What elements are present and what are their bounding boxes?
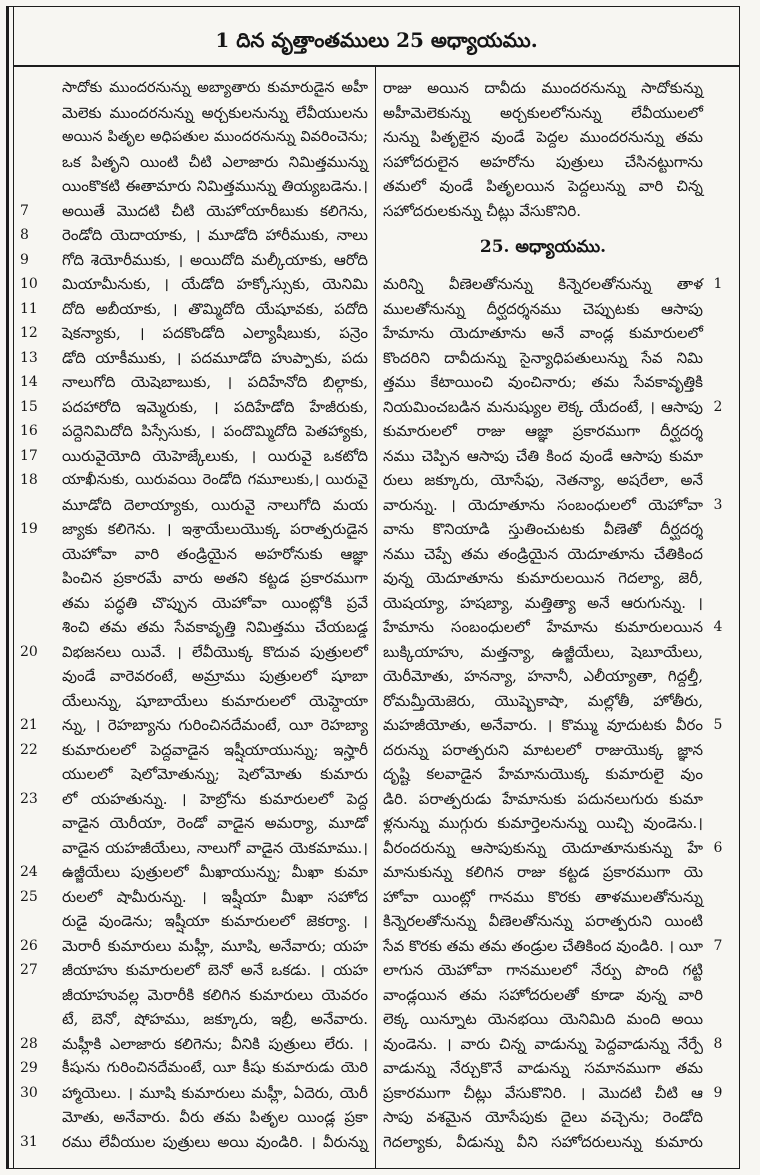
text-line <box>16 223 372 248</box>
text-line <box>16 1130 372 1155</box>
text-line <box>16 101 372 126</box>
line-text: వీరందరున్ను ఆసాపుకున్ను యెదూతూనుకున్ను హే <box>383 838 703 857</box>
line-text: రులు జక్కూరు, యోసేఫు, నెతన్యా, అషరేలా, అనే <box>383 471 703 489</box>
verse-number: 17 <box>20 447 38 464</box>
verse-number: 28 <box>20 1035 38 1052</box>
verse-number: 18 <box>20 472 38 488</box>
page-title: 1 దిన వృత్తాంతములు 25 అధ్యాయము. <box>215 28 538 52</box>
text-line <box>16 125 372 150</box>
text-line <box>381 297 735 322</box>
text-line <box>381 542 735 567</box>
line-text: త్తము కేటాయించి వుంచినారు; తమ సేవకావృత్తికి <box>383 373 703 391</box>
line-text: ములతోనున్ను దీర్ఘదర్శనము చెప్పుటకు ఆసాపు <box>383 299 703 318</box>
text-line <box>16 615 372 640</box>
text-line <box>16 419 372 444</box>
line-text: రులలో షామీరున్ను. । ఇష్షీయా మీఖా సహోద <box>62 887 368 906</box>
line-text: రోమమ్తీయెజెరు, యొష్బెకాషా, మల్లోతీ, హోతీరు, <box>383 691 703 710</box>
line-text: నాలుగోది యెషెబాబుకు, । పదిహేనోది బిల్గాకు, <box>62 373 368 391</box>
verse-number: 12 <box>20 325 38 341</box>
verse-number: 4 <box>713 619 723 635</box>
verse-number: 10 <box>20 276 38 292</box>
line-text: లెక్క యిన్నూట యెనభయి యెనిమిది మంది అయి <box>383 1010 703 1028</box>
line-text: రము లేవీయుల పుత్రులు అయి వుండిరి. । వీరున్ను <box>62 1132 368 1151</box>
verse-number: 15 <box>20 398 38 415</box>
text-line <box>381 811 735 836</box>
line-text: లో యహతున్ను. । హెబ్రోను కుమారులలో పెద్ద <box>62 789 368 808</box>
verse-number: 3 <box>713 496 723 513</box>
line-text: ఒక పితృని యింటి చీటి ఎలాజారు నిమిత్తమున్ను <box>62 152 368 171</box>
verse-number: 24 <box>20 864 38 880</box>
text-line <box>381 468 735 493</box>
text-line <box>381 272 735 297</box>
text-line <box>16 836 372 861</box>
verse-number: 20 <box>20 643 38 660</box>
text-line <box>16 76 372 101</box>
verse-number: 27 <box>20 962 38 978</box>
line-text: తమ పద్ధతి చొప్పున యెహోవా యింట్లోకి ప్రవే <box>62 593 368 612</box>
line-text: నము చెప్పిన ఆసాపు చేతి కింద వుండే ఆసాపు కుమా <box>383 446 703 465</box>
verse-number: 7 <box>20 202 29 219</box>
text-line <box>16 787 372 812</box>
line-text: దోది అబీయాకు, । తొమ్మిదోది యేషూవకు, పదోది <box>62 299 368 318</box>
text-line <box>16 297 372 322</box>
line-text: యెరీమోతు, హనన్యా, హనానీ, ఎలీయ్యాతా, గిద్దల్తీ, <box>383 667 703 685</box>
text-line <box>16 591 372 616</box>
line-text: వాడైన యెరీయా, రెండో వాడైన అమర్యా, మూడో <box>62 814 368 832</box>
line-text: మహజీయోతు, అనేవారు. । కొమ్ము వూదుటకు వీరం <box>383 716 703 734</box>
line-text: పద్దెనిమిదోది పిస్సేసుకు, । పందొమ్మిదోది పెతహ్యాకు, <box>62 422 368 440</box>
text-line <box>381 1105 735 1130</box>
text-line <box>16 1056 372 1081</box>
text-line <box>381 199 735 224</box>
text-line <box>16 860 372 885</box>
verse-number: 9 <box>713 1084 723 1101</box>
text-line <box>381 321 735 346</box>
text-line <box>381 591 735 616</box>
text-line <box>16 493 372 518</box>
text-line <box>381 517 735 542</box>
text-line <box>381 150 735 175</box>
text-line <box>16 885 372 910</box>
line-text: శించి తమ తమ సేవకావృత్తి నిమిత్తము చేయబడ్డ <box>62 618 368 636</box>
text-line <box>381 664 735 689</box>
verse-number: 31 <box>20 1133 38 1150</box>
text-line <box>16 713 372 738</box>
line-text: దృష్టి కలవాడైన హేమానుయొక్క కుమారులై వుం <box>383 765 703 783</box>
text-line <box>381 566 735 591</box>
text-line <box>381 713 735 738</box>
line-text: యిరువైయోది యెహెజ్కేలుకు, । యిరువై ఒకటోది <box>62 446 368 465</box>
line-text: ళ్లనున్ను ముగ్గురు కుమార్తెలనున్ను యిచ్చి వుండెను.। <box>383 814 703 832</box>
text-line <box>381 958 735 983</box>
text-line <box>16 370 372 395</box>
line-text: లాగున యెహోవా గానములలో నేర్పు పొంది గట్టి <box>383 961 703 979</box>
line-text: సాదోకు ముందరనున్ను అబ్యాతారు కుమారుడైన అహీ <box>62 80 368 96</box>
text-line <box>381 101 735 126</box>
page-border-left-thin <box>13 6 14 1169</box>
text-line <box>16 909 372 934</box>
verse-number: 8 <box>713 1035 723 1052</box>
line-text: యేలున్ను, షూబాయేలు కుమారులలో యెహ్దెయా <box>62 691 368 710</box>
line-text: రుడై వుండెను; ఇష్షీయా కుమారులలో జెకర్యా. । <box>62 912 368 930</box>
verse-number: 19 <box>20 521 38 537</box>
line-text: సహోదరులైన అహరోను పుత్రులు చేసినట్టుగాను <box>383 152 703 171</box>
text-line <box>16 934 372 959</box>
line-text: జ్యాకు కలిగెను. । ఇశ్రాయేలుయొక్క పరాత్పరుడైన <box>62 520 368 538</box>
line-text: మహ్లీకి ఎలాజారు కలిగెను; వీనికి పుత్రులు లేరు. । <box>62 1034 368 1053</box>
left-column <box>16 76 372 1154</box>
verse-number: 9 <box>20 251 29 268</box>
line-text: నియమించబడిన మనుష్యుల లెక్క యేదంటే, । ఆసాపు <box>383 397 703 416</box>
line-text: సేవ కొరకు తమ తమ తండ్రుల చేతికింద వుండిరి. । యీ <box>383 936 703 955</box>
line-text: మరిన్ని వీణెలతోనున్ను కిన్నెరలతోనున్ను తాళ <box>383 275 703 293</box>
line-text: టే, బెనో, షోహము, జక్కూరు, ఇబ్రీ, అనేవారు. <box>62 1010 368 1028</box>
text-line <box>16 272 372 297</box>
verse-number: 8 <box>20 227 29 243</box>
line-text: నము చెప్పే తమ తండ్రియైన యెదూతూను చేతికింద <box>383 544 703 563</box>
column-divider <box>375 67 376 1168</box>
line-text: సాపు వశమైన యోసేపుకు దైలు వచ్చెను; రెండోది <box>383 1108 703 1126</box>
line-text: వుండే వారెవరంటే, అమ్రాము పుత్రులలో షూబా <box>62 667 368 685</box>
verse-number: 6 <box>713 839 723 856</box>
line-text: యెషయ్యా, హషబ్యా, మత్తిత్యా అనే ఆరుగున్ను. । <box>383 593 703 612</box>
text-line <box>381 983 735 1008</box>
verse-number: 29 <box>20 1060 38 1076</box>
line-text: మియామీనుకు, । యేడోది హక్కోస్సుకు, యెనిమి <box>62 275 368 293</box>
page-border-right <box>739 6 740 1169</box>
text-line <box>16 346 372 371</box>
text-line <box>16 199 372 224</box>
verse-number: 22 <box>20 741 38 758</box>
line-text: మెరారీ కుమారులు మహ్లీ, మూషి, అనేవారు; యహ <box>62 936 368 955</box>
verse-number: 2 <box>713 398 723 415</box>
text-line <box>381 738 735 763</box>
line-text: యాఖీనుకు, యిరువయి రెండోది గమూలుకు,। యిరువై <box>62 472 368 488</box>
text-line <box>16 1105 372 1130</box>
text-line <box>16 664 372 689</box>
line-text: వాడైన యహజీయేలు, నాలుగో వాడైన యెకమాము.। <box>62 838 368 857</box>
line-text: జీయాహువల్ల మెరారీకి కలిగిన కుమారులు యెవరం <box>62 985 368 1004</box>
verse-number: 14 <box>20 374 38 390</box>
line-text: న్ను, । రెహబ్యాను గురించినదేమంటే, యీ రెహబ్యా <box>62 716 368 734</box>
line-text: జీయాహు కుమారులలో బెనో అనే ఒకడు. । యహ <box>62 961 368 979</box>
text-line <box>16 150 372 175</box>
verse-number: 16 <box>20 423 38 439</box>
line-text: వున్న యెదూతూను కుమారులయిన గెదల్యా, జెరీ, <box>383 569 703 587</box>
line-text: మూడోది దెలాయ్యాకు, యిరువై నాలుగోది మయ <box>62 495 368 514</box>
text-line <box>16 640 372 665</box>
line-text: మానుకున్ను కలిగిన రాజు కట్టడ ప్రకారముగా యె <box>383 863 703 881</box>
page-border-bottom <box>6 1168 740 1169</box>
line-text: వాను కొనియాడి స్తుతించుటకు వీణెతో దీర్ఘదర్శ <box>383 520 703 538</box>
text-line <box>381 934 735 959</box>
line-text: సహోదరులకున్ను చీట్లు వేసుకొనిరి. <box>383 201 582 220</box>
line-text: కుమారులలో రాజు ఆజ్ఞా ప్రకారముగా దీర్ఘదర్శ <box>383 422 703 440</box>
line-text: యెహోవా వారి తండ్రియైన అహరోనుకు ఆజ్ఞా <box>62 544 368 563</box>
line-text: కుమారులలో పెద్దవాడైన ఇష్షీయాయున్ను; ఇస్హారీ <box>62 740 368 759</box>
text-line <box>16 738 372 763</box>
text-line <box>381 76 735 101</box>
text-line <box>16 689 372 714</box>
verse-number: 21 <box>20 717 38 733</box>
text-line <box>381 836 735 861</box>
text-line <box>381 689 735 714</box>
line-text: వుండెను. । వారు చిన్న వాడున్ను పెద్దవాడున్ను నేర్పే <box>383 1034 703 1053</box>
text-line <box>16 1032 372 1057</box>
line-text: ప్రకారముగా చీట్లు వేసుకొనిరి. । మొదటి చీటి ఆ <box>383 1083 703 1102</box>
line-text: నున్ను పితృలైన వుండే పెద్దల ముందరనున్ను తమ <box>383 128 703 146</box>
text-line <box>16 811 372 836</box>
line-text: విభజనలు యివే. । లేవీయొక్క కొదువ పుత్రులలో <box>62 642 368 661</box>
text-line <box>16 468 372 493</box>
verse-number: 7 <box>713 937 723 954</box>
page-border-top <box>6 6 740 7</box>
line-text: షెకన్యాకు, । పదకొండోది ఎల్యాషీబుకు, పన్రెం <box>62 324 368 342</box>
right-column <box>381 76 735 1154</box>
line-text: డిరి. పరాత్పరుడు హేమానుకు పదునలుగురు కుమా <box>383 789 703 808</box>
verse-number: 23 <box>20 790 38 807</box>
line-text: బుక్కియాహు, మత్తన్యా, ఉజ్జీయేలు, షెబూయేలు, <box>383 642 703 661</box>
line-text: కీషును గురించినదేమంటే, యీ కీషు కుమారుడు యెరి <box>62 1060 368 1076</box>
text-line <box>16 958 372 983</box>
line-text: డోది యాకీముకు, । పదమూడోది హుప్పాకు, పదు <box>62 348 368 367</box>
line-text: పించిన ప్రకారమే వారు అతని కట్టడ ప్రకారముగా <box>62 569 368 587</box>
text-line <box>381 1056 735 1081</box>
text-line <box>381 346 735 371</box>
text-line <box>16 174 372 199</box>
line-text: వారున్ను. । యెదూతూను సంబంధులలో యెహోవా <box>383 495 703 514</box>
line-text: గోది శెయోరీముకు, । అయిదోది మల్కీయాకు, ఆరోది <box>62 250 368 269</box>
verse-number: 26 <box>20 937 38 954</box>
line-text: రాజు అయిన దావీదు ముందరనున్ను సాదోకున్ను <box>383 79 703 97</box>
right-column-top-lines <box>381 76 735 223</box>
line-text: మెలెకు ముందరనున్ను అర్చకులనున్ను లేవీయులను <box>62 103 368 122</box>
header-rule <box>13 65 740 67</box>
text-line <box>16 542 372 567</box>
text-line <box>381 444 735 469</box>
text-line <box>381 787 735 812</box>
line-text: అయిన పితృల అధిపతుల ముందరనున్ను వివరించెను; <box>62 129 368 145</box>
line-text: కిన్నెరలతోనున్ను వీణెలతోనున్ను పరాత్పరుని యింటి <box>383 912 703 930</box>
text-line <box>381 860 735 885</box>
text-line <box>16 321 372 346</box>
line-text: అయితే మొదటి చీటి యెహోయారీబుకు కలిగెను, <box>62 201 368 220</box>
text-line <box>16 444 372 469</box>
line-text: దరున్ను పరాత్పరుని మాటలలో రాజుయొక్క జ్ఞాన <box>383 740 703 759</box>
line-text: హోవా యింట్లో గానము కొరకు తాళములతోనున్ను <box>383 887 703 906</box>
line-text: హేమాను సంబంధులలో హేమాను కుమారులయిన <box>383 618 703 636</box>
text-line <box>16 983 372 1008</box>
text-line <box>16 1007 372 1032</box>
verse-number: 1 <box>713 276 723 292</box>
text-line <box>381 493 735 518</box>
line-text: తమలో వుండే పితృలయిన పెద్దలున్ను వారి చిన్న <box>383 177 703 195</box>
text-line <box>381 1032 735 1057</box>
text-line <box>16 566 372 591</box>
text-line <box>381 419 735 444</box>
verse-number: 13 <box>20 349 38 366</box>
text-line <box>16 762 372 787</box>
text-line <box>381 762 735 787</box>
line-text: యింకొకటి ఈతామారు నిమిత్తమున్ను తియ్యబడెను.। <box>62 177 368 195</box>
text-line <box>16 1081 372 1106</box>
text-line <box>381 615 735 640</box>
text-line <box>381 1007 735 1032</box>
line-text: ఉజ్జీయేలు పుత్రులలో మీఖాయున్ను; మీఖా కుమా <box>62 863 368 881</box>
chapter-heading: 25. అధ్యాయము. <box>479 237 607 257</box>
text-line <box>381 1130 735 1155</box>
line-text: వాడున్ను నేర్చుకొనే వాడున్ను సమానముగా తమ <box>383 1059 703 1077</box>
text-line <box>381 174 735 199</box>
line-text: గెదల్యాకు, వీడున్ను వీని సహోదరులున్ను కుమారు <box>383 1132 703 1151</box>
line-text: పదహారోది ఇమ్మెరుకు, । పదిహేడోది హేజీరుకు, <box>62 397 368 416</box>
text-line <box>16 517 372 542</box>
line-text: వాండ్లయిన తమ సహోదరులతో కూడా వున్న వారి <box>383 985 703 1004</box>
right-column-lines <box>381 272 735 1154</box>
verse-number: 25 <box>20 888 38 905</box>
text-line <box>381 885 735 910</box>
text-line <box>16 395 372 420</box>
text-line <box>381 395 735 420</box>
line-text: మోతు, అనేవారు. వీరు తమ పితృల యిండ్ల ప్రకా <box>62 1108 368 1126</box>
text-line <box>381 909 735 934</box>
line-text: అహీమెలెకున్ను అర్చకులలోనున్ను లేవీయులలో <box>383 103 703 122</box>
page-border-left-thick <box>6 6 9 1169</box>
line-text: హేమాను యెదూతూను అనే వాండ్ల కుమారులలో <box>383 324 703 342</box>
verse-number: 30 <box>20 1084 38 1101</box>
line-text: యులలో షెలోమోతున్ను; షెలోమోతు కుమారు <box>62 765 368 783</box>
line-text: కొందరిని దావీదున్ను సైన్యాధిపతులున్ను సేవ నిమి <box>383 348 703 367</box>
line-text: రెండోది యెదాయాకు, । మూడోది హారీముకు, నాలు <box>62 226 368 244</box>
line-text: హ్మాయెలు. । మూషి కుమారులు మహ్లీ, ఏదెరు, యెరీ <box>62 1083 368 1102</box>
text-line <box>381 640 735 665</box>
text-line <box>381 370 735 395</box>
verse-number: 11 <box>20 300 38 317</box>
text-line <box>381 1081 735 1106</box>
verse-number: 5 <box>713 717 723 733</box>
text-line <box>16 248 372 273</box>
text-line <box>381 125 735 150</box>
